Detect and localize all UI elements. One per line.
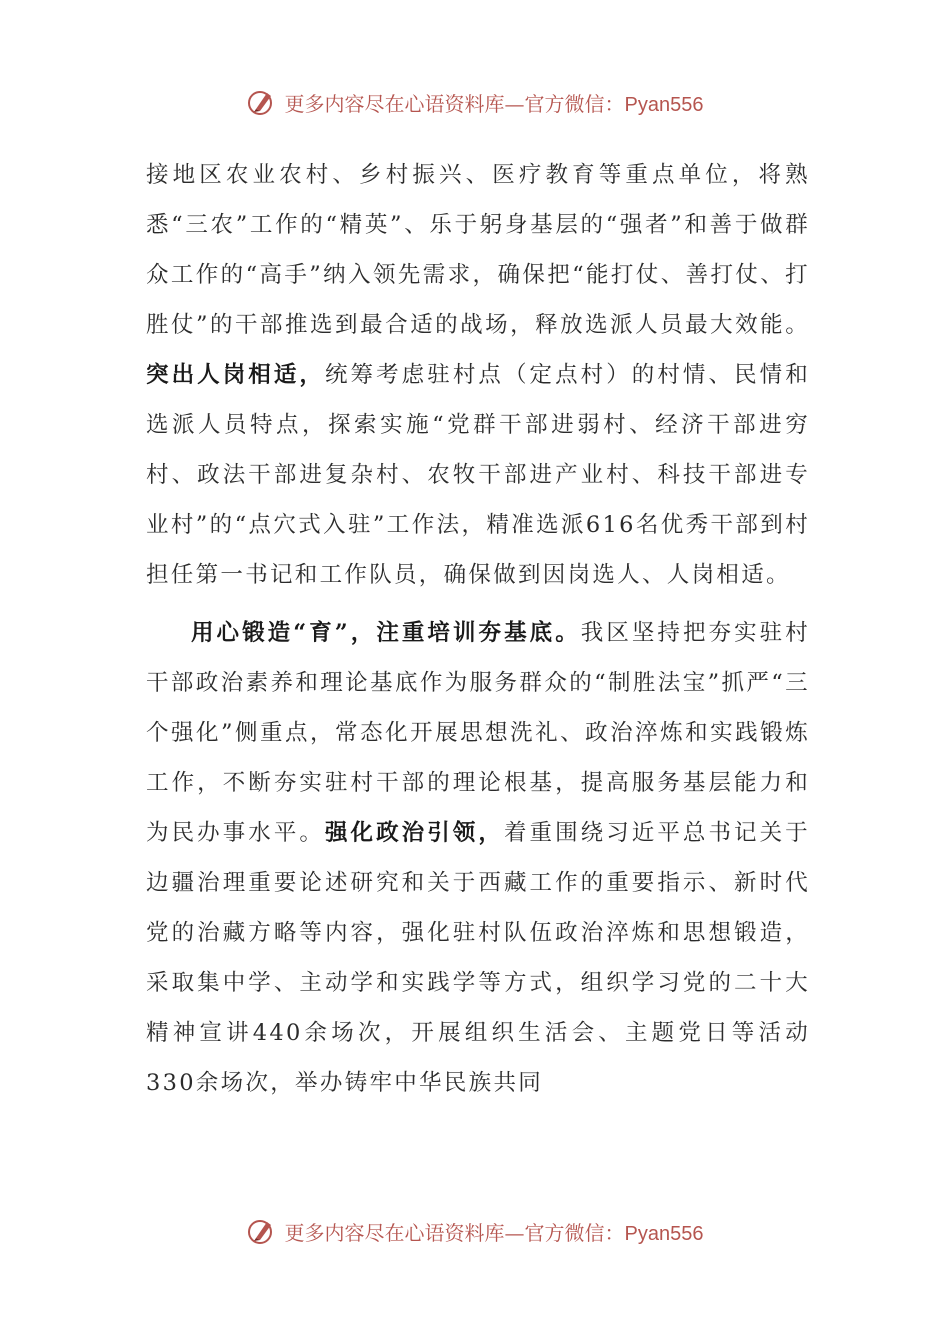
section-heading: 用心锻造“育”，注重培训夯基底。 [191, 620, 581, 646]
banner-handle: Pyan556 [624, 93, 704, 116]
banner-text: 更多内容尽在心语资料库—官方微信：Pyan556 [284, 1220, 704, 1245]
document-body [146, 150, 810, 1108]
bold-heading: 突出人岗相适， [146, 362, 325, 388]
paragraph-1 [146, 150, 810, 600]
paragraph-text: 我区坚持把夯实驻村干部政治素养和理论基底作为服务群众的“制胜法宝”抓严“三个强化”侧重点，常态化开展思想洗礼、政治淬炼和实践锻炼工作，不断夯实驻村干部的理论根基，提高服务基层能力和为民办事水平。 [146, 620, 811, 846]
paragraph-text: 着重围绕习近平总书记关于边疆治理重要论述研究和关于西藏工作的重要指示、新时代党的治藏方略等内容，强化驻村队伍政治淬炼和思想锻造，采取集中学、主动学和实践学等方式，组织学习党的二十大精神宣讲440余场次，开展组织生活会、主题党日等活动330余场次，举办铸牢中华民族共同 [146, 820, 810, 1096]
paragraph-text: 接地区农业农村、乡村振兴、医疗教育等重点单位，将熟悉“三农”工作的“精英”、乐于躬身基层的“强者”和善于做群众工作的“高手”纳入领先需求，确保把“能打仗、善打仗、打胜仗”的干部推选到最合适的战场，释放选派人员最大效能。 [146, 162, 810, 338]
header-banner [0, 82, 950, 122]
pen-nib-circle-icon [247, 1216, 277, 1246]
paragraph-text: 统筹考虑驻村点（定点村）的村情、民情和选派人员特点，探索实施“党群干部进弱村、经济干部进穷村、政法干部进复杂村、农牧干部进产业村、科技干部进专业村”的“点穴式入驻”工作法，精准选派616名优秀干部到村担任第一书记和工作队员，确保做到因岗选人、人岗相适。 [146, 362, 811, 588]
bold-heading: 强化政治引领， [324, 820, 504, 846]
banner-text: 更多内容尽在心语资料库—官方微信：Pyan556 [284, 91, 704, 116]
banner-handle: Pyan556 [624, 1222, 704, 1245]
footer-banner [0, 1211, 950, 1251]
pen-nib-circle-icon [247, 87, 277, 117]
paragraph-2 [146, 608, 810, 1108]
